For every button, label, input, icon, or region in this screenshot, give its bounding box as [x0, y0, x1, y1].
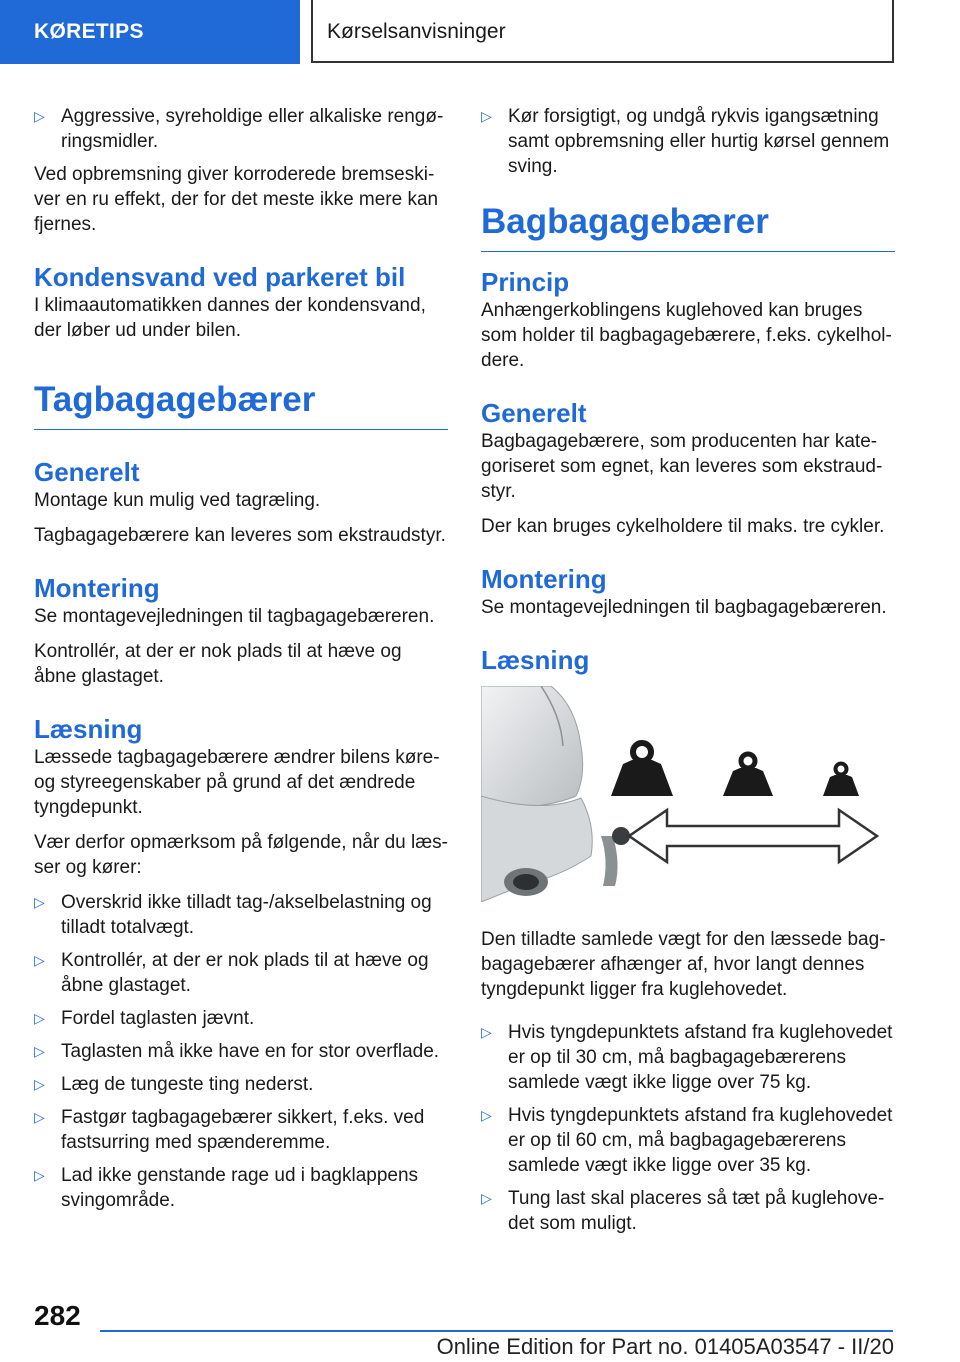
bullet-text: Læg de tungeste ting nederst. — [61, 1074, 314, 1095]
list-item — [481, 104, 895, 179]
edition-note: Online Edition for Part no. 01405A03547 - II/20 — [436, 1334, 894, 1359]
bullet-text: Fastgør tagbagagebærer sikkert, f.eks. ved fastsurring med spænderemme. — [61, 1107, 425, 1153]
bullet-text: Lad ikke genstande rage ud i bagklappens svingområde. — [61, 1165, 419, 1211]
bullet-text: Fordel taglasten jævnt. — [61, 1008, 255, 1029]
bullet-text: Overskrid ikke tilladt tag-/akselbelastning og tilladt totalvægt. — [61, 892, 432, 938]
paragraph: Anhængerkoblingens kuglehoved kan bruges som holder til bagbagagebærere, f.eks. cykelholdere. — [481, 300, 892, 371]
bullet-text: Hvis tyngdepunktets afstand fra kuglehovedet er op til 60 cm, må bagbagagebærerens samlede vægt ikke ligge over 35 kg. — [508, 1105, 893, 1176]
list-item — [34, 1006, 448, 1031]
heading-rear-rack: Bagbagagebærer — [481, 201, 895, 252]
heading-roof-rack: Tagbagagebærer — [34, 379, 448, 430]
rear-carrier-illustration — [481, 686, 895, 902]
bullet-text: Aggressive, syreholdige eller alkaliske rengøringsmidler. — [61, 106, 444, 152]
triangle-bullet-icon: ▷ — [481, 1024, 492, 1040]
bullet-text: Kontrollér, at der er nok plads til at hæve og åbne glastaget. — [61, 950, 429, 996]
triangle-bullet-icon: ▷ — [34, 894, 45, 910]
paragraph: I klimaautomatikken dannes der kondensvand, der løber ud under bilen. — [34, 295, 426, 341]
list-item — [34, 890, 448, 940]
heading-general: Generelt — [34, 457, 140, 487]
bullet-text: Tung last skal placeres så tæt på kuglehovedet som muligt. — [508, 1188, 885, 1234]
bullet-text: Taglasten må ikke have en for stor overflade. — [61, 1041, 440, 1062]
triangle-bullet-icon: ▷ — [34, 952, 45, 968]
weight-small-icon — [823, 764, 859, 797]
section-title: KØRETIPS — [34, 20, 144, 43]
paragraph: Se montagevejledningen til tagbagagebæreren. — [34, 606, 435, 627]
bullet-text: Hvis tyngdepunktets afstand fra kuglehovedet er op til 30 cm, må bagbagagebærerens samlede vægt ikke ligge over 75 kg. — [508, 1022, 893, 1093]
paragraph: Vær derfor opmærksom på følgende, når du læsser og kører: — [34, 832, 448, 878]
triangle-bullet-icon: ▷ — [34, 1076, 45, 1092]
triangle-bullet-icon: ▷ — [34, 1167, 45, 1183]
triangle-bullet-icon: ▷ — [481, 1107, 492, 1123]
list-item — [481, 1020, 895, 1095]
heading-loading: Læsning — [34, 714, 143, 744]
heading-loading: Læsning — [481, 645, 590, 675]
right-column — [481, 104, 895, 1244]
paragraph: Læssede tagbagagebærere ændrer bilens køre- og styreegenskaber på grund af det ændrede tyngdepunkt. — [34, 747, 440, 818]
list-item — [34, 948, 448, 998]
paragraph: Se montagevejledningen til bagbagagebæreren. — [481, 597, 887, 618]
triangle-bullet-icon: ▷ — [34, 1109, 45, 1125]
paragraph: Kontrollér, at der er nok plads til at hæve og åbne glastaget. — [34, 641, 402, 687]
bullet-list — [34, 890, 448, 1213]
weight-medium-icon — [723, 754, 773, 796]
heading-mounting: Montering — [34, 573, 160, 603]
bullet-text: Kør forsigtigt, og undgå rykvis igangsætning samt opbremsning eller hurtig kørsel gennem sving. — [508, 106, 890, 177]
triangle-bullet-icon: ▷ — [34, 108, 45, 124]
chapter-title: Kørselsanvisninger — [327, 20, 506, 43]
bullet-list — [481, 1020, 895, 1236]
list-item — [481, 1103, 895, 1178]
paragraph: Der kan bruges cykelholdere til maks. tre cykler. — [481, 516, 885, 537]
section-tab — [0, 0, 300, 64]
list-item — [481, 1186, 895, 1236]
paragraph: Ved opbremsning giver korroderede bremseskiver en ru effekt, der for det meste ikke mere kan fjernes. — [34, 164, 439, 235]
triangle-bullet-icon: ▷ — [481, 108, 492, 124]
list-item — [34, 1163, 448, 1213]
list-item — [34, 1105, 448, 1155]
chapter-header — [311, 0, 894, 63]
triangle-bullet-icon: ▷ — [481, 1190, 492, 1206]
heading-condensation: Kondensvand ved parkeret bil — [34, 262, 406, 292]
footer-rule — [100, 1330, 893, 1332]
heading-general: Generelt — [481, 398, 587, 428]
left-column — [34, 104, 448, 1221]
paragraph: Bagbagagebærere, som producenten har kategoriseret som egnet, kan leveres som ekstraudstyr. — [481, 431, 883, 502]
list-item — [34, 1072, 448, 1097]
list-item — [34, 1039, 448, 1064]
weight-large-icon — [611, 743, 673, 796]
paragraph: Tagbagagebærere kan leveres som ekstraudstyr. — [34, 525, 446, 546]
triangle-bullet-icon: ▷ — [34, 1010, 45, 1026]
paragraph: Den tilladte samlede vægt for den læssede bagbagagebærer afhænger af, hvor langt dennes tyngdepunkt ligger fra kuglehovedet. — [481, 929, 886, 1000]
page-number: 282 — [34, 1300, 81, 1331]
paragraph: Montage kun mulig ved tagræling. — [34, 490, 321, 511]
triangle-bullet-icon: ▷ — [34, 1043, 45, 1059]
list-item — [34, 104, 448, 154]
heading-mounting: Montering — [481, 564, 607, 594]
heading-principle: Princip — [481, 267, 570, 297]
